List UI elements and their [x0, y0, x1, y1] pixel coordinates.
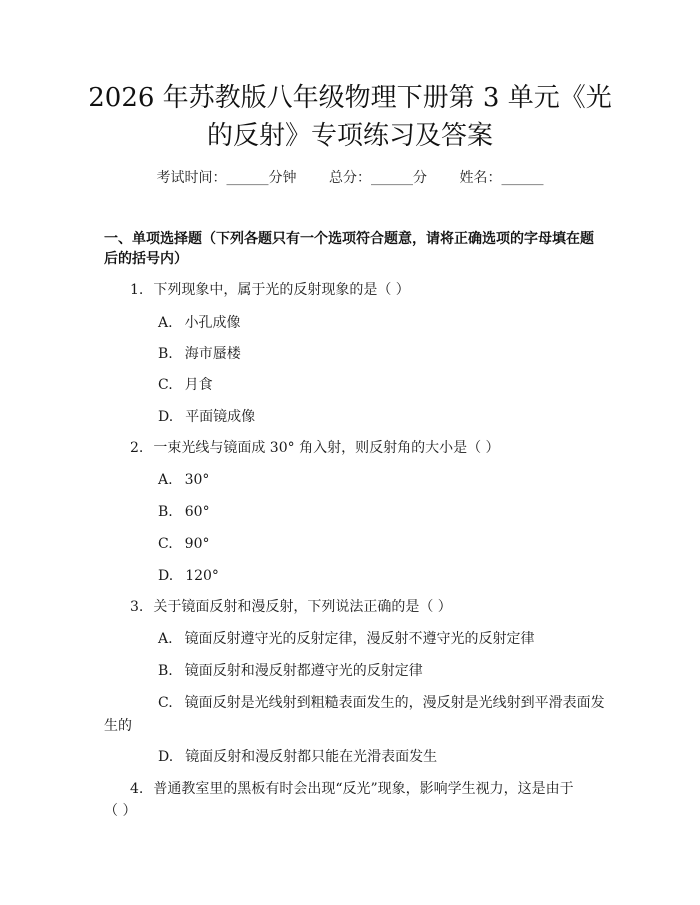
question-1	[130, 280, 410, 300]
option-letter: C.	[158, 536, 173, 552]
option-letter: A.	[158, 631, 173, 647]
option-letter: D.	[158, 749, 174, 765]
question-text: 下列现象中，属于光的反射现象的是（ ）	[153, 282, 410, 298]
question-4	[130, 779, 574, 799]
question-2	[130, 438, 500, 458]
exam-info	[0, 167, 700, 187]
question-number: 2.	[130, 440, 144, 456]
question-text: 普通教室里的黑板有时会出现“反光”现象，影响学生视力，这是由于	[153, 781, 574, 797]
option-letter: D.	[158, 409, 174, 425]
question-3-option-c-continuation: 生的	[104, 718, 132, 734]
student-name-field: 姓名：______	[459, 170, 544, 186]
question-3	[130, 597, 452, 617]
document-title-line-1: 2026 年苏教版八年级物理下册第 3 单元《光	[88, 83, 612, 113]
option-letter: A.	[158, 315, 173, 331]
option-text: 平面镜成像	[185, 409, 256, 425]
question-1-option-c	[158, 375, 213, 395]
option-letter: D.	[158, 568, 174, 584]
option-text: 120°	[185, 568, 219, 584]
option-letter: B.	[158, 504, 173, 520]
option-text: 90°	[184, 536, 210, 552]
question-3-option-c	[158, 693, 605, 713]
option-text: 镜面反射和漫反射都只能在光滑表面发生	[185, 749, 438, 765]
question-number: 4.	[130, 781, 144, 797]
question-3-option-a	[158, 629, 535, 649]
question-3-option-d	[158, 747, 437, 767]
option-letter: C.	[158, 695, 173, 711]
question-4-continuation: （ ）	[104, 803, 137, 819]
question-2-option-a	[158, 470, 209, 490]
question-number: 1.	[130, 282, 144, 298]
option-text: 海市蜃楼	[184, 346, 241, 362]
exam-time-field: 考试时间：______分钟	[156, 170, 297, 186]
question-number: 3.	[130, 599, 144, 615]
section-heading-line-1: 一、单项选择题（下列各题只有一个选项符合题意，请将正确选项的字母填在题	[104, 231, 594, 247]
question-text: 一束光线与镜面成 30° 角入射，则反射角的大小是（ ）	[153, 440, 500, 456]
option-text: 60°	[184, 504, 210, 520]
question-2-option-c	[158, 534, 210, 554]
option-letter: B.	[158, 663, 173, 679]
question-2-option-d	[158, 566, 219, 586]
section-heading-line-2: 后的括号内）	[104, 251, 188, 267]
option-text: 镜面反射和漫反射都遵守光的反射定律	[184, 663, 423, 679]
question-1-option-b	[158, 344, 241, 364]
option-text: 镜面反射遵守光的反射定律，漫反射不遵守光的反射定律	[184, 631, 535, 647]
question-text: 关于镜面反射和漫反射，下列说法正确的是（ ）	[153, 599, 452, 615]
question-2-option-b	[158, 502, 210, 522]
document-title-line-2: 的反射》专项练习及答案	[206, 121, 493, 151]
option-letter: A.	[158, 472, 173, 488]
question-1-option-d	[158, 407, 255, 427]
option-letter: C.	[158, 377, 173, 393]
option-text: 月食	[184, 377, 213, 393]
option-text: 镜面反射是光线射到粗糙表面发生的，漫反射是光线射到平滑表面发	[184, 695, 605, 711]
option-text: 小孔成像	[184, 315, 241, 331]
option-letter: B.	[158, 346, 173, 362]
total-score-field: 总分：______分	[329, 170, 427, 186]
question-1-option-a	[158, 313, 241, 333]
option-text: 30°	[184, 472, 210, 488]
question-3-option-b	[158, 661, 423, 681]
